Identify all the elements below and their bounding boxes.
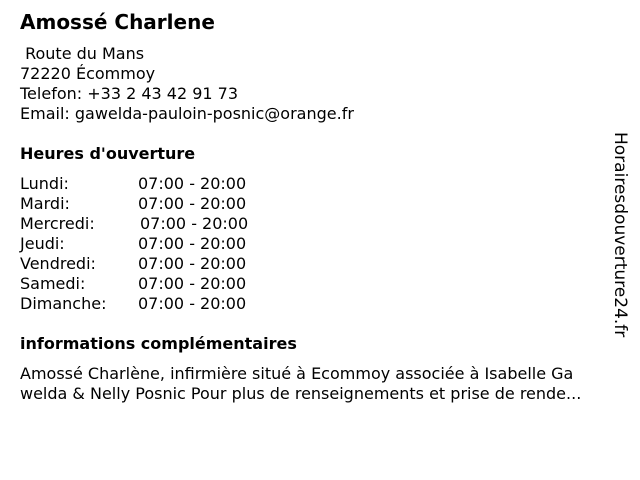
day-label: Samedi:	[20, 274, 86, 293]
additional-info-text	[20, 364, 632, 404]
day-label: Jeudi:	[20, 234, 65, 253]
business-name: Amossé Charlene	[20, 10, 215, 34]
time-range: 07:00 - 20:00	[140, 214, 249, 233]
street-address: Route du Mans	[20, 44, 145, 63]
hours-row-saturday	[20, 274, 280, 294]
time-range: 07:00 - 20:00	[138, 174, 247, 193]
description-line-1: Amossé Charlène, infirmière situé à Ecommoy associée à Isabelle Ga	[20, 364, 574, 383]
time-range: 07:00 - 20:00	[138, 194, 247, 213]
postal-city: 72220 Écommoy	[20, 64, 156, 83]
additional-info-heading: informations complémentaires	[20, 334, 297, 353]
opening-hours-table	[20, 174, 280, 314]
hours-row-tuesday	[20, 194, 280, 214]
day-label: Dimanche:	[20, 294, 107, 313]
hours-row-thursday	[20, 234, 280, 254]
contact-block	[20, 44, 354, 124]
hours-row-wednesday	[20, 214, 280, 234]
description-line-2: welda & Nelly Posnic Pour plus de renseignements et prise de rende...	[20, 384, 582, 403]
time-range: 07:00 - 20:00	[138, 254, 247, 273]
site-watermark: Horairesdouverture24.fr	[610, 132, 630, 338]
time-range: 07:00 - 20:00	[138, 274, 247, 293]
hours-row-monday	[20, 174, 280, 194]
time-range: 07:00 - 20:00	[138, 294, 247, 313]
hours-row-sunday	[20, 294, 280, 314]
email-address: Email: gawelda-pauloin-posnic@orange.fr	[20, 104, 354, 123]
opening-hours-heading: Heures d'ouverture	[20, 144, 196, 163]
time-range: 07:00 - 20:00	[138, 234, 247, 253]
day-label: Vendredi:	[20, 254, 96, 273]
day-label: Lundi:	[20, 174, 69, 193]
hours-row-friday	[20, 254, 280, 274]
day-label: Mardi:	[20, 194, 70, 213]
day-label: Mercredi:	[20, 214, 95, 233]
phone-number: Telefon: +33 2 43 42 91 73	[20, 84, 239, 103]
